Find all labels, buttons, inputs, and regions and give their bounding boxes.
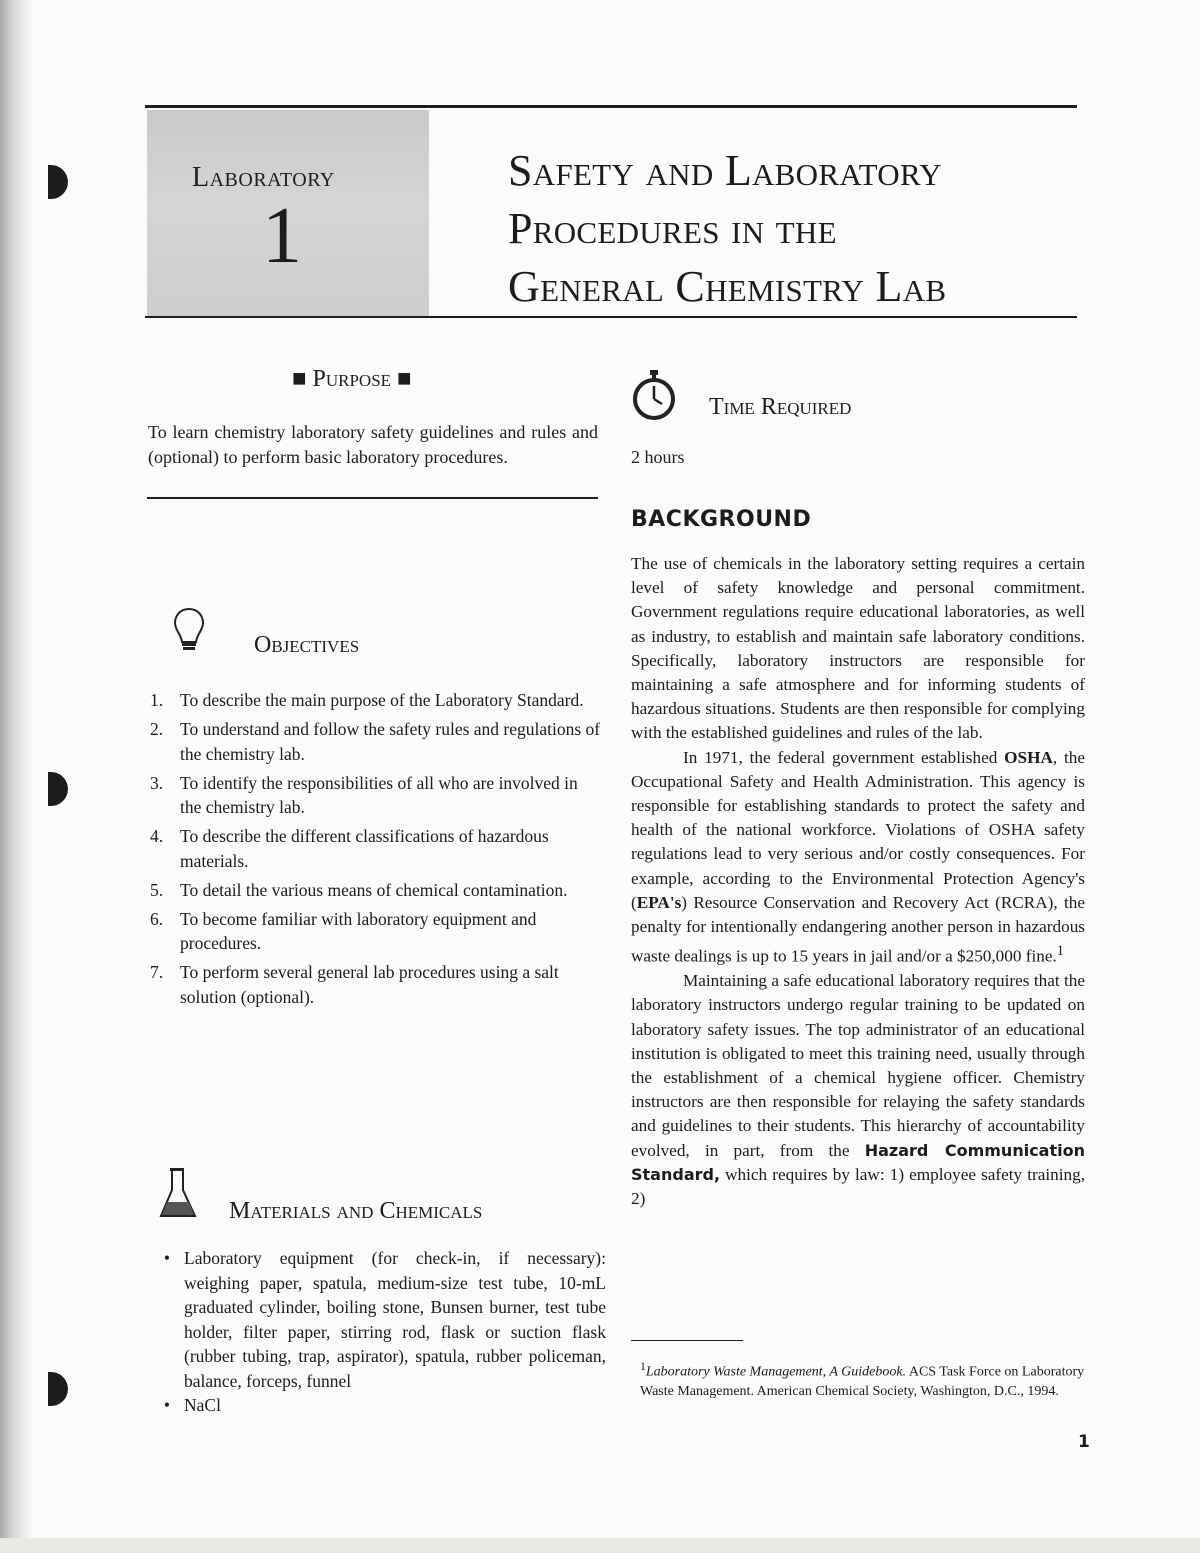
item-text: To identify the responsibilities of all who are involved in the chemistry lab. [180, 772, 578, 817]
background-paragraph [631, 969, 1085, 1211]
list-item [150, 771, 602, 820]
lightbulb-icon [172, 606, 206, 654]
page-number: 1 [1078, 1432, 1090, 1452]
item-text: To detail the various means of chemical contamination. [180, 879, 568, 900]
binder-hole [48, 165, 68, 199]
title-line: Procedures in the [508, 204, 837, 253]
objectives-heading: Objectives [254, 632, 360, 658]
footnote-text: ACS Task Force on Laboratory Waste Management. American Chemical Society, Washington, D.C., 1994. [640, 1364, 1085, 1399]
osha-term: OSHA [1004, 747, 1053, 767]
list-item [150, 878, 602, 903]
background-text [631, 552, 1085, 1211]
binder-edge [0, 0, 34, 1553]
item-number: 1. [150, 690, 164, 710]
item-number: 5. [150, 879, 164, 900]
footnote-title: Laboratory Waste Management, A Guidebook. [645, 1364, 907, 1380]
item-text: To understand and follow the safety rules and regulations of the chemistry lab. [180, 719, 601, 764]
list-item [150, 907, 602, 956]
objectives-list [150, 688, 602, 1014]
item-text: To describe the main purpose of the Laboratory Standard. [180, 690, 584, 710]
item-number: 7. [150, 962, 164, 982]
background-paragraph: The use of chemicals in the laboratory setting requires a certain level of safety knowledge and personal commitment. Government regulations require educational laboratories, as well as industry, to establish and maintain safe laboratory conditions. Specifically, laboratory instructors are responsible for maintaining a safe atmosphere and for informing students of hazardous situations. Students are then responsible for complying with the established guidelines and rules of the lab. [631, 554, 1085, 743]
paragraph-text: , the Occupational Safety and Health Administration. This agency is responsible for establishing standards to protect the safety and health of the national workforce. Violations of OSHA safety regulations lead to very serious and/or costly consequences. For example, according to the Environmental Protection Agency's ( [631, 747, 1086, 912]
scan-bottom-edge [0, 1538, 1200, 1553]
background-paragraph [631, 746, 1085, 970]
materials-heading: Materials and Chemicals [229, 1198, 483, 1224]
footnote-marker: 1 [640, 1360, 646, 1373]
materials-list [150, 1246, 606, 1418]
item-text: Laboratory equipment (for check-in, if necessary): weighing paper, spatula, medium-size test tube, 10-mL graduated cylinder, boiling stone, Bunsen burner, test tube holder, filter paper, stirring rod, flask or suction flask (rubber tubing, trap, aspirator), spatula, rubber policeman, balance, forceps, funnel [184, 1248, 606, 1391]
header-top-rule [145, 105, 1077, 108]
title-line: Safety and Laboratory [508, 146, 942, 195]
item-number: 3. [150, 772, 164, 793]
list-item [150, 1246, 606, 1393]
item-text: To become familiar with laboratory equipment and procedures. [180, 908, 537, 953]
lab-word: Laboratory [192, 162, 335, 193]
stopwatch-icon [627, 368, 681, 422]
binder-hole [48, 1372, 68, 1406]
paragraph-text: which requires by law: 1) employee safety training, 2) [631, 1164, 1085, 1209]
background-heading: BACKGROUND [631, 507, 812, 532]
item-number: 6. [150, 908, 164, 929]
hazard-standard-term: Hazard Communication Standard, [631, 1140, 1085, 1184]
time-value: 2 hours [631, 447, 685, 467]
paragraph-text: In 1971, the federal government established [683, 747, 1005, 767]
purpose-rule [147, 497, 598, 499]
paragraph-text: ) Resource Conservation and Recovery Act (RCRA), the penalty for intentionally endangering another person in hazardous waste dealings is up to 15 years in jail and/or a $250,000 fine. [631, 892, 1085, 966]
bullet: • [163, 1395, 171, 1415]
flask-icon [158, 1166, 198, 1222]
purpose-heading: ■ Purpose ■ [292, 366, 412, 392]
binder-hole [48, 772, 68, 806]
lab-number: 1 [262, 192, 302, 280]
page-title [508, 142, 1088, 316]
time-heading: Time Required [709, 394, 852, 420]
list-item [150, 717, 602, 766]
footnote-rule [631, 1340, 743, 1341]
footnote [640, 1357, 1085, 1401]
footnote-ref: 1 [1056, 943, 1064, 960]
list-item [150, 824, 602, 873]
item-number: 2. [150, 719, 164, 739]
item-text: To describe the different classifications of hazardous materials. [180, 826, 549, 871]
header-bottom-rule [145, 316, 1077, 318]
purpose-text: To learn chemistry laboratory safety guidelines and rules and (optional) to perform basic laboratory procedures. [148, 422, 598, 467]
list-item [150, 1393, 606, 1418]
list-item [150, 960, 602, 1009]
item-text: NaCl [184, 1395, 221, 1415]
title-line: General Chemistry Lab [508, 262, 947, 311]
paragraph-text: Maintaining a safe educational laboratory requires that the laboratory instructors undergo regular training to be updated on laboratory safety issues. The top administrator of an educational institution is obligated to meet this training need, usually through the establishment of a chemical hygiene officer. Chemistry instructors are then responsible for relaying the safety standards and guidelines to their students. This hierarchy of accountability evolved, in part, from the [631, 971, 1085, 1160]
item-number: 4. [150, 826, 164, 846]
list-item [150, 688, 602, 713]
epa-term: EPA's [636, 892, 682, 912]
bullet: • [163, 1248, 171, 1268]
item-text: To perform several general lab procedures using a salt solution (optional). [180, 962, 559, 1007]
